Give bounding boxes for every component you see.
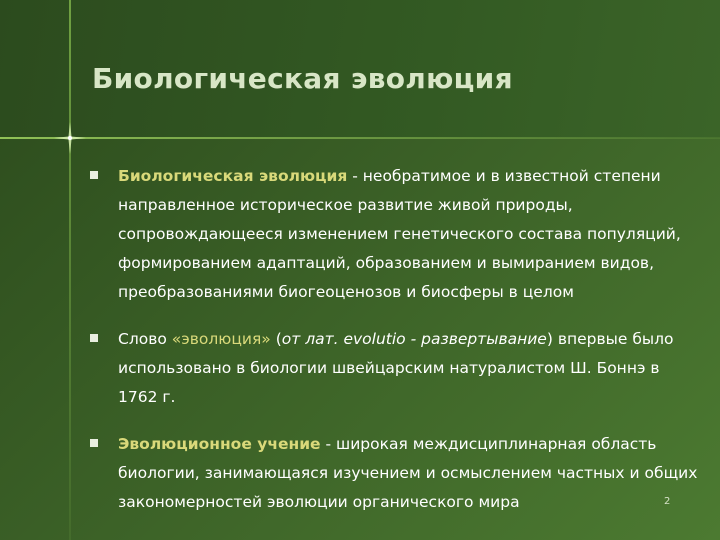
highlighted-term: Эволюционное учение [118,435,321,453]
decorative-horizontal-line [0,137,720,139]
page-number: 2 [664,496,671,507]
bullet-text [118,162,700,307]
square-bullet-icon [90,334,98,342]
text-suffix: ) впервые было использовано в биологии швейцарским натуралистом Ш. Боннэ в 1762 г. [118,330,674,406]
highlighted-word: «эволюция» [171,330,271,348]
square-bullet-icon [90,439,98,447]
highlighted-term: Биологическая эволюция [118,167,348,185]
definition-text: - широкая междисциплинарная область биологии, занимающаяся изучением и осмыслением частных и общих закономерностей эволюции органического мира [118,435,698,511]
paren-open: ( [270,330,282,348]
list-item [90,162,700,307]
definition-text: - необратимое и в известной степени направленное историческое развитие живой природы, сопровождающееся изменением генетического состава популяций, формированием адаптаций, образованием и вымиранием видов, преобразованиями биогеоценозов и биосферы в целом [118,167,681,301]
bullet-text [118,430,700,517]
slide-title: Биологическая эволюция [92,62,513,95]
square-bullet-icon [90,171,98,179]
list-item [90,430,700,517]
bullet-list [90,162,700,535]
sparkle-icon [52,120,88,156]
decorative-vertical-line [69,0,71,540]
text-prefix: Слово [118,330,172,348]
bullet-text [118,325,700,412]
latin-origin: от лат. evolutio - развертывание [281,330,547,348]
list-item [90,325,700,412]
